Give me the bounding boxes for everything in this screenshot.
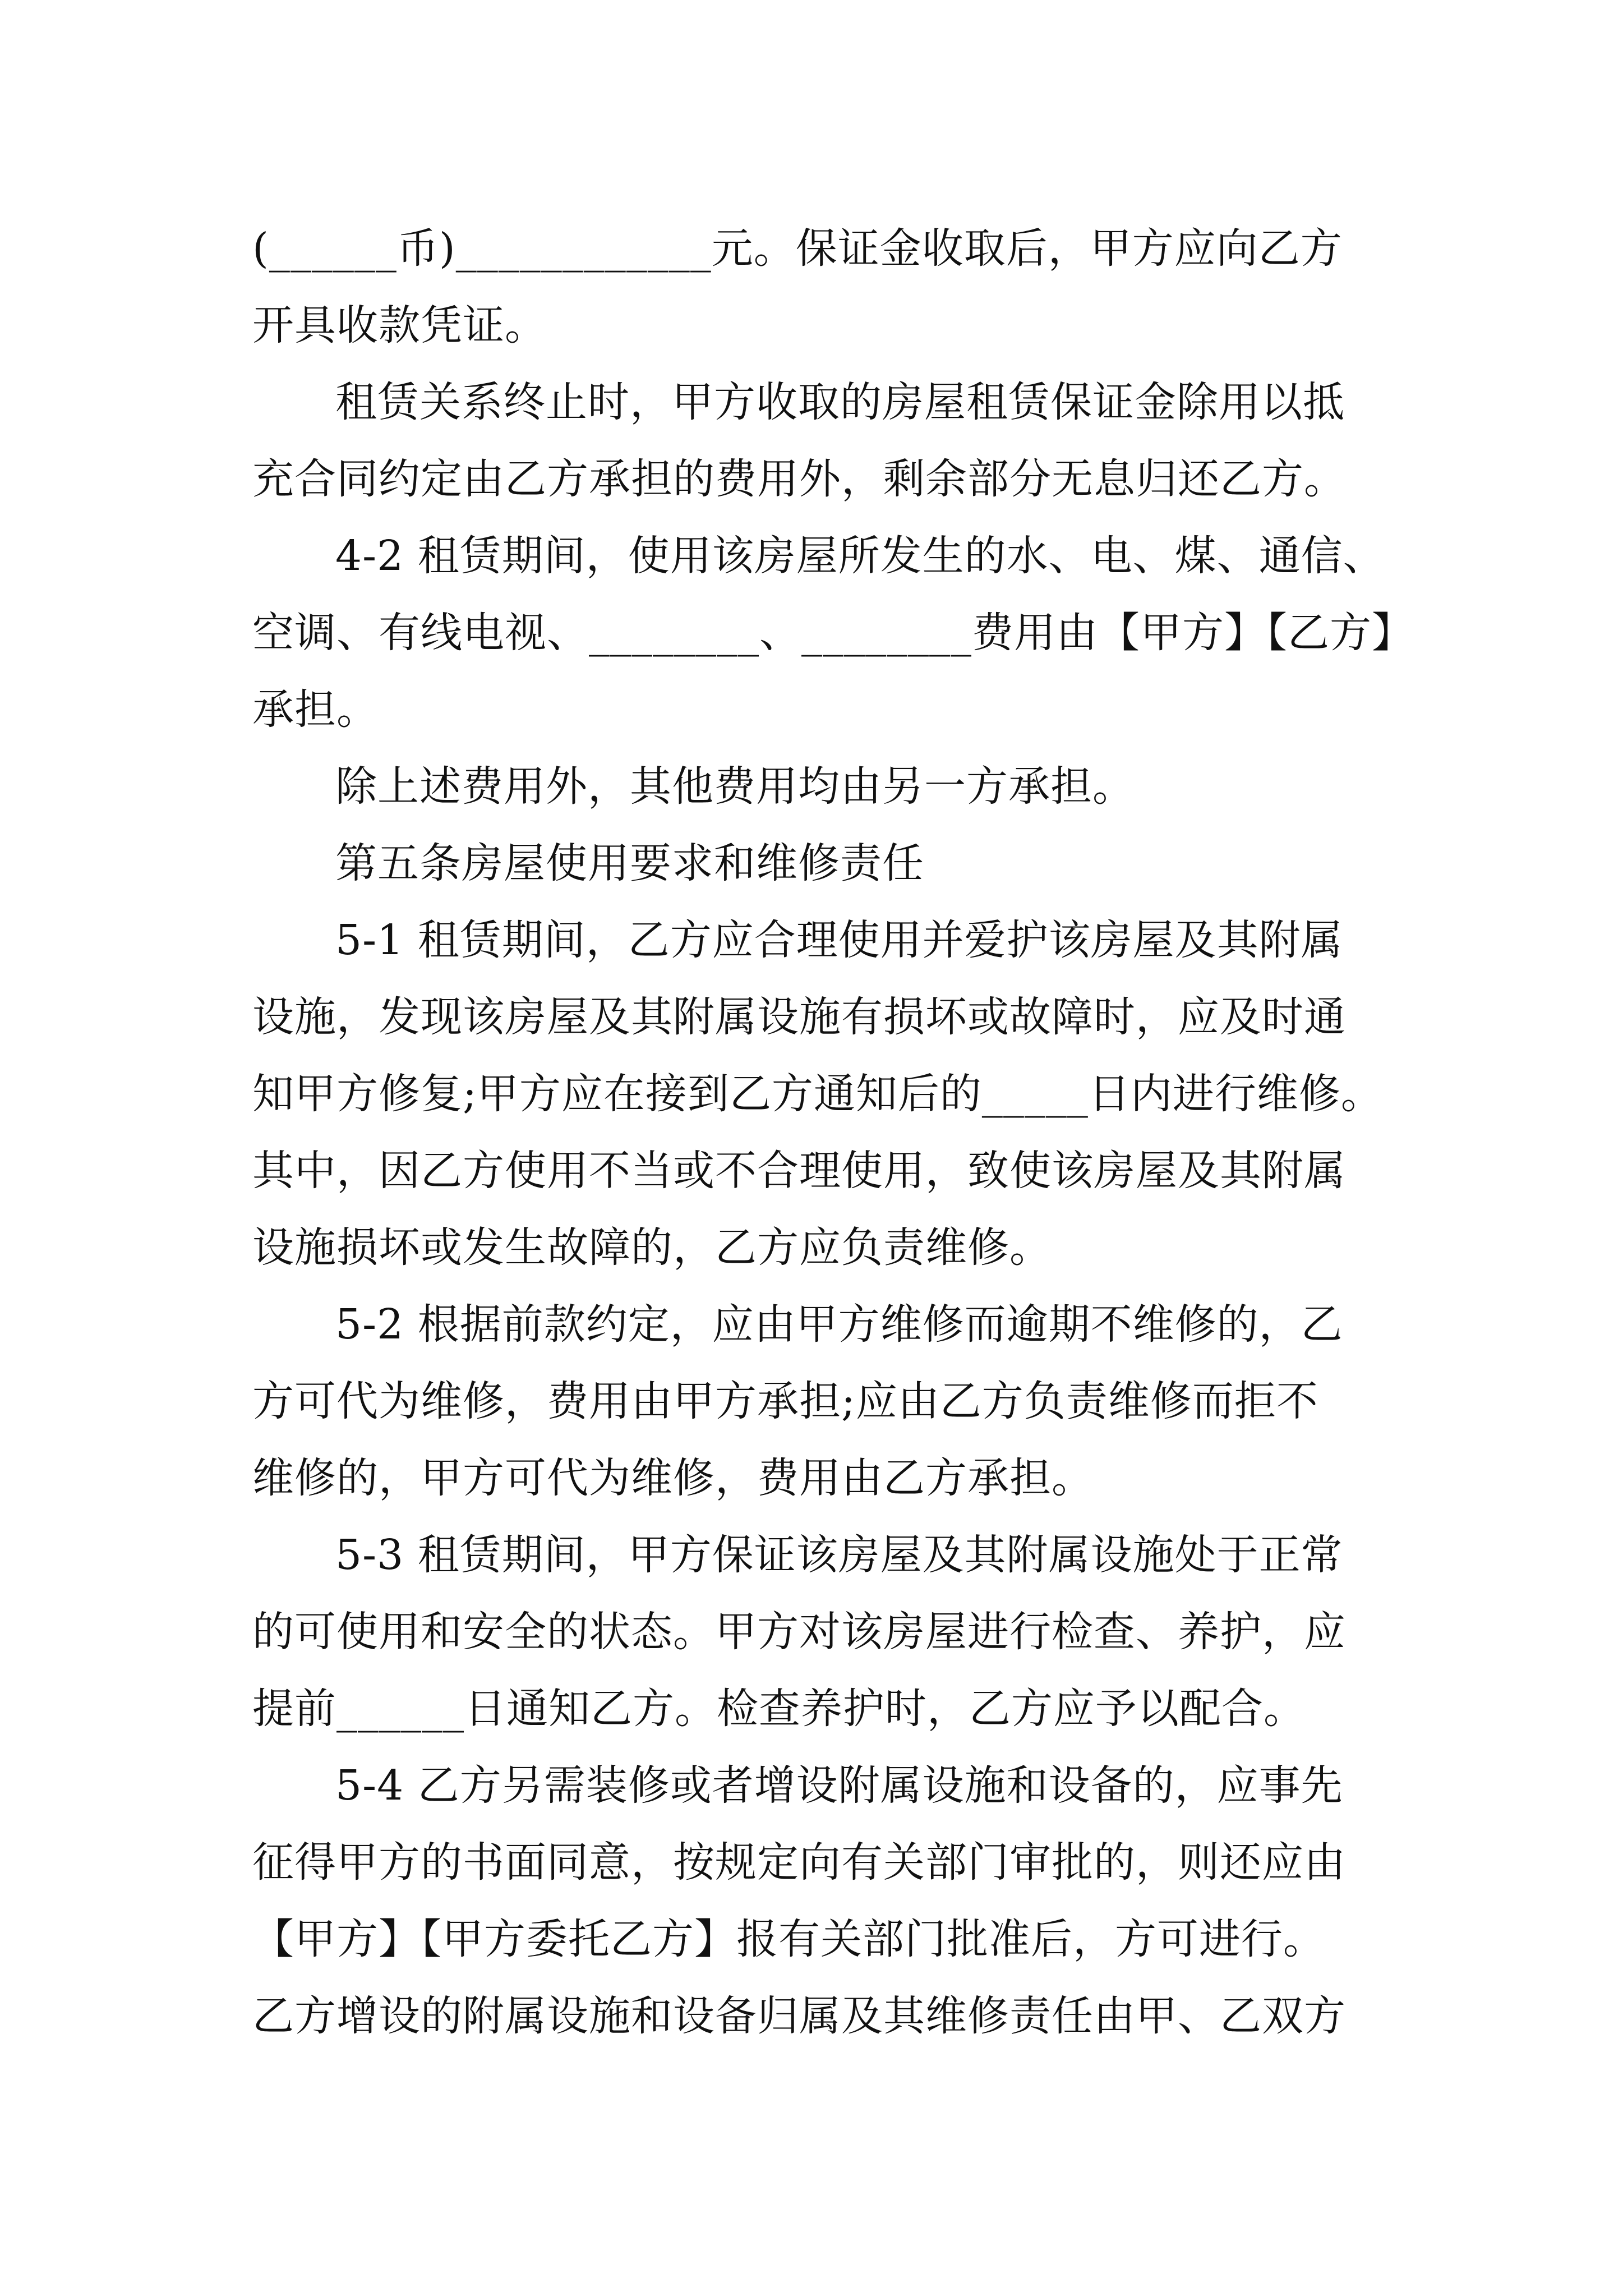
paragraph-start-line: 租赁关系终止时，甲方收取的房屋租赁保证金除用以抵 <box>335 378 1345 426</box>
text-line: 承担。 <box>252 685 379 734</box>
section-heading: 第五条房屋使用要求和维修责任 <box>335 839 924 887</box>
text-line: 知甲方修复;甲方应在接到乙方通知后的_____日内进行维修。 <box>252 1070 1383 1118</box>
text-line: 设施，发现该房屋及其附属设施有损坏或故障时，应及时通 <box>252 993 1346 1041</box>
clause-4-2-line: 4-2 租赁期间，使用该房屋所发生的水、电、煤、通信、 <box>335 532 1385 580</box>
text-line: 充合同约定由乙方承担的费用外，剩余部分无息归还乙方。 <box>252 455 1346 503</box>
text-line: 提前______日通知乙方。检查养护时，乙方应予以配合。 <box>252 1685 1306 1733</box>
text-line: 开具收款凭证。 <box>252 301 547 349</box>
text-line: 设施损坏或发生故障的，乙方应负责维修。 <box>252 1223 1052 1272</box>
clause-5-2-line: 5-2 根据前款约定，应由甲方维修而逾期不维修的，乙 <box>335 1300 1343 1349</box>
clause-5-3-line: 5-3 租赁期间，甲方保证该房屋及其附属设施处于正常 <box>335 1531 1343 1579</box>
text-line: 乙方增设的附属设施和设备归属及其维修责任由甲、乙双方 <box>252 1992 1346 2040</box>
clause-5-1-line: 5-1 租赁期间，乙方应合理使用并爱护该房屋及其附属 <box>335 916 1343 964</box>
paragraph-start-line: 除上述费用外，其他费用均由另一方承担。 <box>335 762 1135 811</box>
text-line: 空调、有线电视、________、________费用由【甲方】【乙方】 <box>252 609 1414 657</box>
text-line: 征得甲方的书面同意，按规定向有关部门审批的，则还应由 <box>252 1838 1346 1887</box>
text-line: 的可使用和安全的状态。甲方对该房屋进行检查、养护，应 <box>252 1608 1346 1656</box>
text-line: 其中，因乙方使用不当或不合理使用，致使该房屋及其附属 <box>252 1147 1346 1195</box>
text-line: 【甲方】【甲方委托乙方】报有关部门批准后，方可进行。 <box>252 1915 1325 1963</box>
text-line: 维修的，甲方可代为维修，费用由乙方承担。 <box>252 1454 1094 1502</box>
clause-5-4-line: 5-4 乙方另需装修或者增设附属设施和设备的，应事先 <box>335 1761 1343 1810</box>
text-line: (______币)____________元。保证金收取后，甲方应向乙方 <box>252 224 1343 273</box>
text-line: 方可代为维修，费用由甲方承担;应由乙方负责维修而拒不 <box>252 1377 1318 1425</box>
document-body <box>252 210 1414 2055</box>
